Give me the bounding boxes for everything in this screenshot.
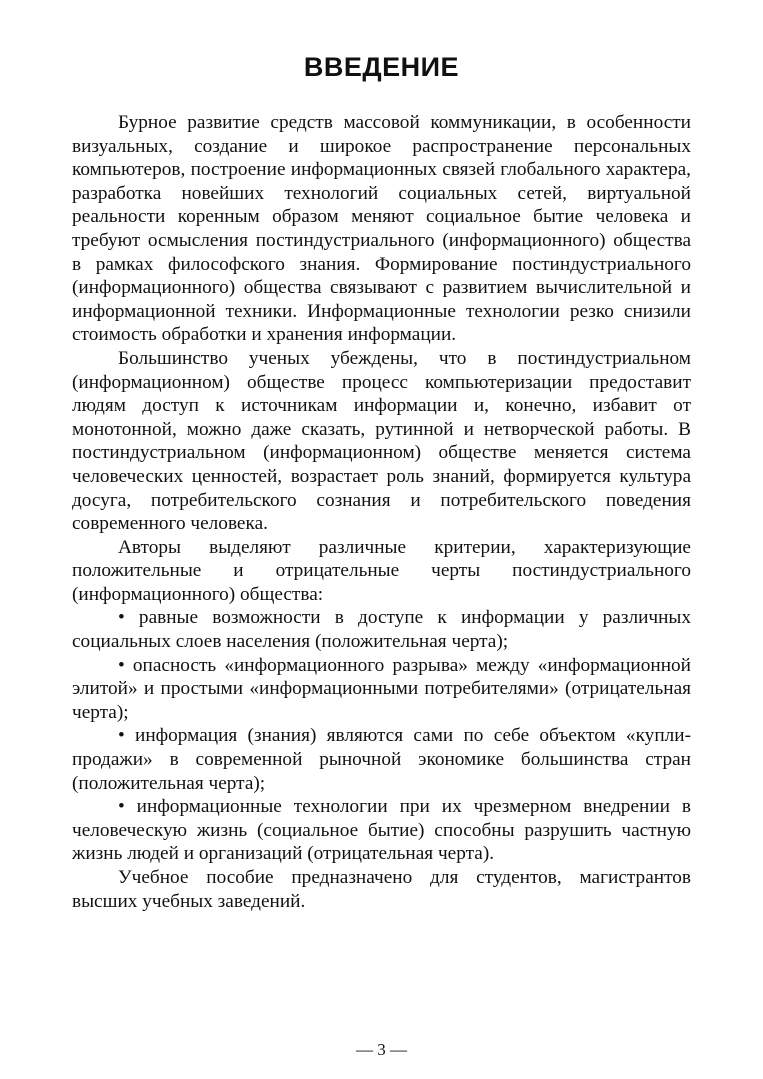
page-title: ВВЕДЕНИЕ (303, 52, 460, 82)
paragraph-audience: Учебное пособие предназначено для студентов, магистрантов высших учебных заведений. (72, 867, 691, 912)
paragraph-intro: Бурное развитие средств массовой коммуникации, в особенности визуальных, создание и широкое распространение персональных компьютеров, построение информационных связей глобального характера, разработка новейших технологий социальных сетей, виртуальной реальности коренным образом меняют социальное бытие человека и требуют осмысления постиндустриального (информационного) общества в рамках философского знания. Формирование постиндустриального (информационного) общества связывают с развитием вычислительной и информационной техники. Информационные технологии резко снизили стоимость обработки и хранения информации. (72, 112, 691, 346)
bullet-item-knowledge-commodity: • информация (знания) являются сами по себе объектом «купли-продажи» в современной рыночной экономике большинства стран (положительная черта); (72, 725, 691, 794)
page-number: — 3 — (356, 1040, 407, 1059)
bullet-item-information-gap: • опасность «информационного разрыва» между «информационной элитой» и простыми «информационными потребителями» (отрицательная черта); (72, 654, 691, 723)
paragraph-scientists: Большинство ученых убеждены, что в постиндустриальном (информационном) обществе процесс компьютеризации предоставит людям доступ к источникам информации и, конечно, избавит от монотонной, можно даже сказать, рутинной и нетворческой работы. В постиндустриальном (информационном) обществе меняется система человеческих ценностей, возрастает роль знаний, формируется культура досуга, потребительского сознания и потребительского поведения современного человека. (72, 347, 691, 535)
bullet-item-equal-access: • равные возможности в доступе к информации у различных социальных слоев населения (положительная черта); (72, 607, 691, 653)
paragraph-criteria: Авторы выделяют различные критерии, характеризующие положительные и отрицательные черты постиндустриального (информационного) общества: (72, 536, 691, 605)
bullet-item-privacy-threat: • информационные технологии при их чрезмерном внедрении в человеческую жизнь (социальное бытие) способны разрушить частную жизнь людей и организаций (отрицательная черта). (72, 796, 691, 865)
body-text (72, 111, 691, 913)
